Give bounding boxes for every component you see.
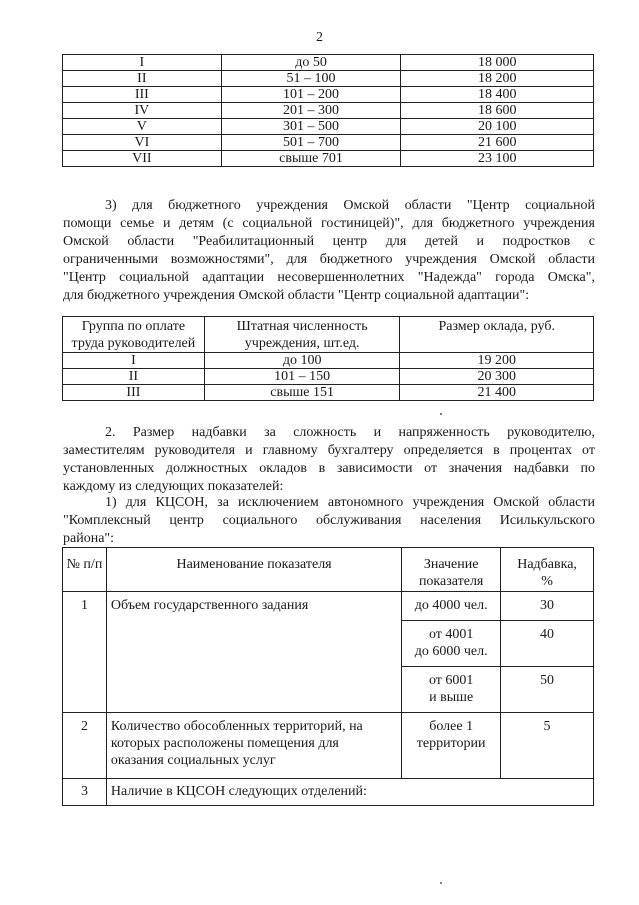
indicator-name-cell: Количество обособленных территорий, на которых расположены помещения для оказания социальных услуг (106, 713, 401, 779)
salary-cell: 21 400 (400, 385, 594, 401)
staff-range-cell: 501 – 700 (221, 135, 401, 151)
paragraph-line: 3) для бюджетного учреждения Омской области "Центр социальной (105, 198, 595, 213)
staff-range-cell: 201 – 300 (221, 103, 401, 119)
salary-cell: 23 100 (401, 151, 594, 167)
group-cell: I (63, 55, 222, 71)
salary-table-groups (62, 54, 594, 167)
table-row (63, 87, 594, 103)
bonus-value-cell: 30 (501, 592, 594, 621)
group-cell: II (63, 369, 205, 385)
staff-range-cell: до 100 (204, 353, 400, 369)
paragraph-line: установленных должностных окладов в зависимости от значения надбавки по (63, 461, 595, 476)
paragraph-line: помощи семье и детям (с социальной гостиницей)", для бюджетного учреждения (63, 216, 595, 231)
salary-cell: 18 200 (401, 71, 594, 87)
paragraph-line: каждому из следующих показателей: (63, 479, 284, 494)
group-cell: VII (63, 151, 222, 167)
column-header-bonus: Надбавка, % (501, 548, 594, 592)
paragraph-line: "Центр социальной адаптации несовершеннолетних "Надежда" города Омска", (63, 270, 595, 285)
group-cell: II (63, 71, 222, 87)
group-cell: V (63, 119, 222, 135)
table-row (63, 592, 594, 621)
staff-range-cell: 301 – 500 (221, 119, 401, 135)
group-cell: III (63, 87, 222, 103)
salary-cell: 18 600 (401, 103, 594, 119)
page-number: 2 (316, 30, 323, 45)
row-number-cell: 2 (63, 713, 107, 779)
staff-range-cell: до 50 (221, 55, 401, 71)
group-cell: VI (63, 135, 222, 151)
paragraph-line: района": (63, 531, 115, 546)
staff-range-cell: свыше 151 (204, 385, 400, 401)
table-header-row (63, 317, 594, 353)
column-header-indicator-name: Наименование показателя (106, 548, 401, 592)
salary-table-social-centers (62, 316, 594, 401)
column-header-indicator-value: Значение показателя (402, 548, 501, 592)
salary-cell: 21 600 (401, 135, 594, 151)
staff-range-cell: свыше 701 (221, 151, 401, 167)
scan-speck (440, 413, 442, 415)
group-cell: I (63, 353, 205, 369)
table-row (63, 135, 594, 151)
staff-range-cell: 51 – 100 (221, 71, 401, 87)
bonus-value-cell: 50 (501, 667, 594, 713)
indicator-value-cell: от 4001 до 6000 чел. (402, 621, 501, 667)
staff-range-cell: 101 – 150 (204, 369, 400, 385)
paragraph-line: 2. Размер надбавки за сложность и напряженность руководителю, (105, 425, 595, 440)
table-row (63, 779, 594, 806)
table-row (63, 151, 594, 167)
indicator-name-cell: Наличие в КЦСОН следующих отделений: (106, 779, 593, 806)
paragraph-line: Омской области "Реабилитационный центр для детей и подростков с (63, 234, 595, 249)
paragraph-line: заместителям руководителя и главному бухгалтеру определяется в процентах от (63, 443, 595, 458)
bonus-value-cell: 5 (501, 713, 594, 779)
column-header-pay-group: Группа по оплате труда руководителей (63, 317, 205, 353)
paragraph-item-3 (63, 197, 595, 305)
bonus-indicators-table (62, 547, 594, 806)
row-number-cell: 1 (63, 592, 107, 713)
indicator-value-cell: от 6001 и выше (402, 667, 501, 713)
table-row (63, 119, 594, 135)
salary-cell: 18 000 (401, 55, 594, 71)
row-number-cell: 3 (63, 779, 107, 806)
bonus-value-cell: 40 (501, 621, 594, 667)
paragraph-line: 1) для КЦСОН, за исключением автономного учреждения Омской области (105, 495, 595, 510)
table-row (63, 713, 594, 779)
column-header-salary: Размер оклада, руб. (400, 317, 594, 353)
table-row (63, 385, 594, 401)
table-row (63, 71, 594, 87)
paragraph-line: ограниченными возможностями", для бюджетного учреждения Омской области (63, 252, 595, 267)
paragraph-item-2 (63, 424, 595, 496)
staff-range-cell: 101 – 200 (221, 87, 401, 103)
group-cell: III (63, 385, 205, 401)
table-header-row (63, 548, 594, 592)
indicator-name-cell: Объем государственного задания (106, 592, 401, 713)
salary-cell: 19 200 (400, 353, 594, 369)
table-row (63, 103, 594, 119)
column-header-staff-count: Штатная численность учреждения, шт.ед. (204, 317, 400, 353)
table-row (63, 55, 594, 71)
salary-cell: 20 100 (401, 119, 594, 135)
column-header-number: № п/п (63, 548, 107, 592)
table-row (63, 369, 594, 385)
indicator-value-cell: более 1 территории (402, 713, 501, 779)
group-cell: IV (63, 103, 222, 119)
scan-speck (440, 882, 442, 884)
salary-cell: 18 400 (401, 87, 594, 103)
table-row (63, 353, 594, 369)
indicator-value-cell: до 4000 чел. (402, 592, 501, 621)
salary-cell: 20 300 (400, 369, 594, 385)
paragraph-line: "Комплексный центр социального обслуживания населения Исилькульского (63, 513, 595, 528)
paragraph-line: для бюджетного учреждения Омской области "Центр социальной адаптации": (63, 288, 530, 303)
paragraph-subitem-1 (63, 494, 595, 548)
